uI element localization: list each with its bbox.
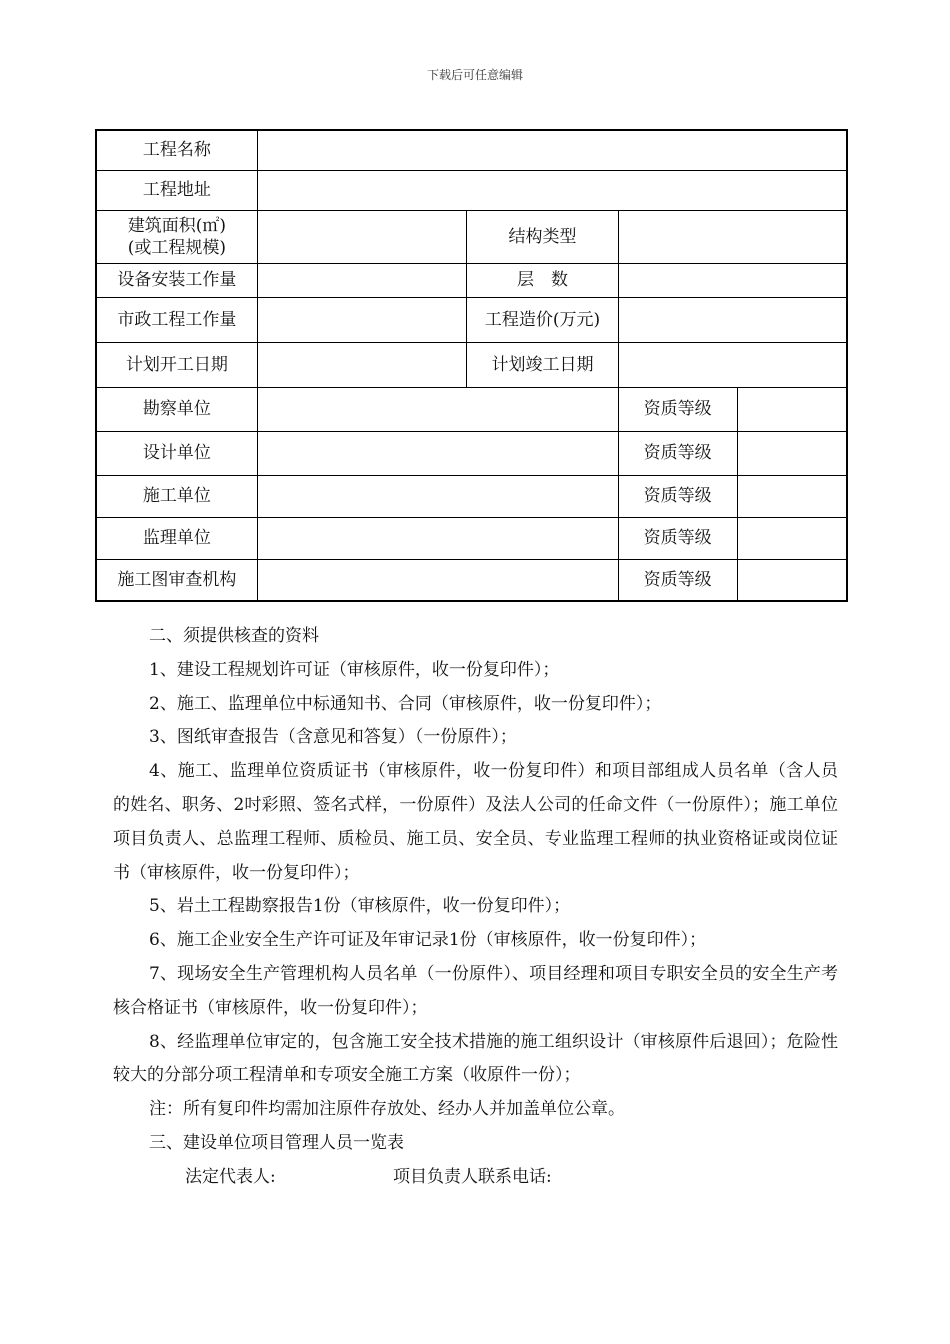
row-project-name <box>96 130 847 170</box>
equipment-install-label: 设备安装工作量 <box>96 263 257 297</box>
building-area-label-line2: (或工程规模) <box>127 237 227 258</box>
structure-type-field[interactable] <box>618 210 847 263</box>
survey-unit-label: 勘察单位 <box>96 387 257 431</box>
design-unit-label: 设计单位 <box>96 431 257 475</box>
floors-field[interactable] <box>618 263 847 297</box>
row-design-unit <box>96 431 847 475</box>
design-qual-field[interactable] <box>737 431 847 475</box>
row-construction-unit <box>96 475 847 517</box>
design-qual-label: 资质等级 <box>618 431 737 475</box>
requirement-item-5: 5、岩土工程勘察报告1份（审核原件，收一份复印件）； <box>149 896 571 917</box>
copy-note: 注：所有复印件均需加注原件存放处、经办人并加盖单位公章。 <box>149 1099 625 1120</box>
municipal-work-label: 市政工程工作量 <box>96 297 257 342</box>
row-municipal <box>96 297 847 342</box>
requirement-item-7: 7、现场安全生产管理机构人员名单（一份原件）、项目经理和项目专职安全员的安全生产考核合格证书（审核原件，收一份复印件）； <box>113 963 838 1018</box>
review-agency-label: 施工图审查机构 <box>96 559 257 601</box>
row-equipment <box>96 263 847 297</box>
building-area-field[interactable] <box>257 210 467 263</box>
planned-completion-field[interactable] <box>618 342 847 387</box>
planned-start-field[interactable] <box>257 342 467 387</box>
row-survey-unit <box>96 387 847 431</box>
floors-label: 层 数 <box>467 263 618 297</box>
project-cost-label: 工程造价(万元) <box>467 297 618 342</box>
municipal-work-field[interactable] <box>257 297 467 342</box>
supervision-qual-field[interactable] <box>737 517 847 559</box>
requirement-item-4: 4、施工、监理单位资质证书（审核原件，收一份复印件）和项目部组成人员名单（含人员的姓名、职务、2吋彩照、签名式样，一份原件）及法人公司的任命文件（一份原件）；施工单位项目负责人、总监理工程师、质检员、施工员、安全员、专业监理工程师的执业资格证或岗位证书（审核原件，收一份复印件）； <box>113 761 838 883</box>
review-qual-field[interactable] <box>737 559 847 601</box>
building-area-label <box>96 210 257 263</box>
survey-unit-field[interactable] <box>257 387 618 431</box>
project-cost-field[interactable] <box>618 297 847 342</box>
supervision-unit-field[interactable] <box>257 517 618 559</box>
construction-unit-label: 施工单位 <box>96 475 257 517</box>
row-review-agency <box>96 559 847 601</box>
construction-unit-field[interactable] <box>257 475 618 517</box>
row-dates <box>96 342 847 387</box>
requirement-item-8: 8、经监理单位审定的，包含施工安全技术措施的施工组织设计（审核原件后退回）；危险性较大的分部分项工程清单和专项安全施工方案（收原件一份）； <box>113 1031 838 1086</box>
review-qual-label: 资质等级 <box>618 559 737 601</box>
project-info-table <box>95 129 848 602</box>
project-name-label: 工程名称 <box>96 130 257 170</box>
supervision-unit-label: 监理单位 <box>96 517 257 559</box>
row-building-area <box>96 210 847 263</box>
document-body <box>113 620 838 1195</box>
requirement-item-1: 1、建设工程规划许可证（审核原件，收一份复印件）； <box>149 659 560 680</box>
requirement-item-6: 6、施工企业安全生产许可证及年审记录1份（审核原件，收一份复印件）； <box>149 930 707 951</box>
section2-title: 二、须提供核查的资料 <box>149 626 319 646</box>
row-project-address <box>96 170 847 210</box>
supervision-qual-label: 资质等级 <box>618 517 737 559</box>
requirement-item-2: 2、施工、监理单位中标通知书、合同（审核原件，收一份复印件）； <box>149 693 662 714</box>
structure-type-label: 结构类型 <box>467 210 618 263</box>
design-unit-field[interactable] <box>257 431 618 475</box>
project-address-label: 工程地址 <box>96 170 257 210</box>
requirement-item-3: 3、图纸审查报告（含意见和答复）（一份原件）； <box>149 727 517 748</box>
construction-qual-label: 资质等级 <box>618 475 737 517</box>
legal-rep-label: 法定代表人: <box>185 1166 276 1187</box>
signature-line <box>113 1161 838 1195</box>
project-address-field[interactable] <box>257 170 847 210</box>
planned-start-label: 计划开工日期 <box>96 342 257 387</box>
section3-title: 三、建设单位项目管理人员一览表 <box>149 1132 404 1153</box>
building-area-label-line1: 建筑面积(㎡) <box>127 215 227 236</box>
project-lead-phone-label: 项目负责人联系电话: <box>393 1166 552 1187</box>
project-name-field[interactable] <box>257 130 847 170</box>
construction-qual-field[interactable] <box>737 475 847 517</box>
equipment-install-field[interactable] <box>257 263 467 297</box>
planned-completion-label: 计划竣工日期 <box>467 342 618 387</box>
survey-qual-field[interactable] <box>737 387 847 431</box>
review-agency-field[interactable] <box>257 559 618 601</box>
page-header-note: 下载后可任意编辑 <box>426 68 523 82</box>
survey-qual-label: 资质等级 <box>618 387 737 431</box>
row-supervision-unit <box>96 517 847 559</box>
